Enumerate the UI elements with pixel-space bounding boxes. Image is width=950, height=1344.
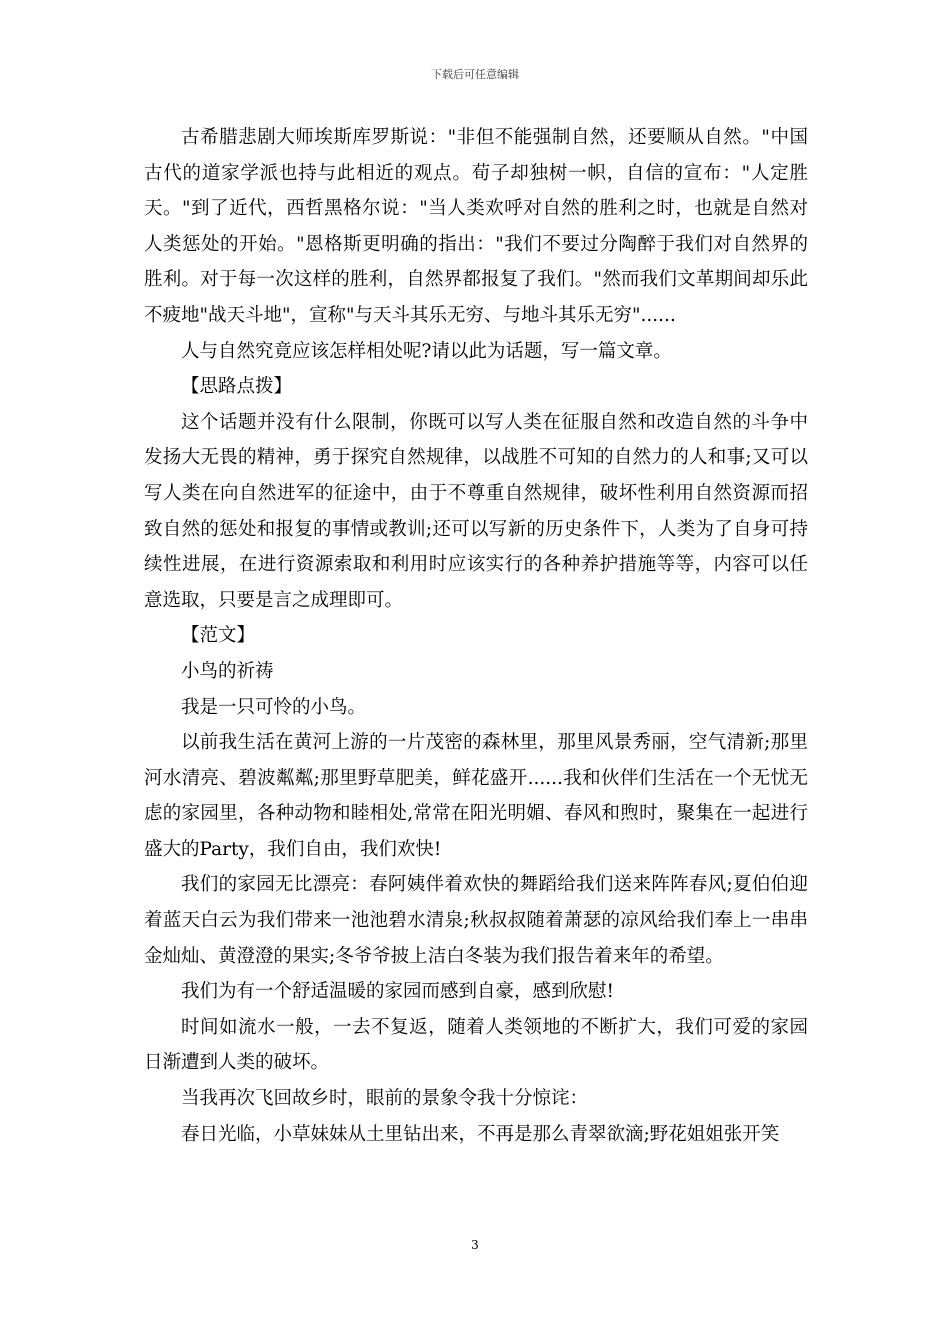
essay-title: 小鸟的祈祷	[181, 660, 274, 682]
essay-paragraph: 当我再次飞回故乡时，眼前的景象令我十分惊诧：	[181, 1088, 589, 1110]
page-header: 下载后可任意编辑	[431, 68, 519, 81]
document-body	[144, 120, 808, 1152]
section-heading-thinking-tips: 【思路点拨】	[181, 376, 293, 398]
paragraph-topic-prompt: 人与自然究竟应该怎样相处呢?请以此为话题，写一篇文章。	[181, 340, 672, 362]
essay-paragraph: 春日光临，小草妹妹从土里钻出来，不再是那么青翠欲滴;野花姐姐张开笑	[181, 1123, 780, 1145]
essay-paragraph: 时间如流水一般，一去不复返，随着人类领地的不断扩大，我们可爱的家园日渐遭到人类的破坏。	[144, 1016, 808, 1074]
paragraph-thinking-tips: 这个话题并没有什么限制，你既可以写人类在征服自然和改造自然的斗争中发扬大无畏的精神，勇于探究自然规律，以战胜不可知的自然力的人和事;又可以写人类在向自然进军的征途中，由于不尊重自然规律，破坏性利用自然资源而招致自然的惩处和报复的事情或教训;还可以写新的历史条件下，人类为了自身可持续性进展，在进行资源索取和利用时应该实行的各种养护措施等等，内容可以任意选取，只要是言之成理即可。	[144, 411, 808, 611]
section-heading-sample-essay: 【范文】	[181, 625, 256, 647]
paragraph-quotes-intro: 古希腊悲剧大师埃斯库罗斯说："非但不能强制自然，还要顺从自然。"中国古代的道家学派也持与此相近的观点。荀子却独树一帜，自信的宣布："人定胜天。"到了近代，西哲黑格尔说："当人类欢呼对自然的胜利之时，也就是自然对人类惩处的开始。"恩格斯更明确的指出："我们不要过分陶醉于我们对自然界的胜利。对于每一次这样的胜利，自然界都报复了我们。"然而我们文革期间却乐此不疲地"战天斗地"，宣称"与天斗其乐无穷、与地斗其乐无穷"......	[144, 127, 808, 326]
essay-paragraph: 我们的家园无比漂亮：春阿姨伴着欢快的舞蹈给我们送来阵阵春风;夏伯伯迎着蓝天白云为我们带来一池池碧水清泉;秋叔叔随着萧瑟的凉风给我们奉上一串串金灿灿、黄澄澄的果实;冬爷爷披上洁白冬装为我们报告着来年的希望。	[144, 874, 808, 967]
page-number: 3	[471, 1238, 479, 1252]
essay-paragraph: 我们为有一个舒适温暖的家园而感到自豪，感到欣慰!	[181, 981, 614, 1003]
essay-paragraph: 我是一只可怜的小鸟。	[181, 696, 367, 718]
essay-paragraph: 以前我生活在黄河上游的一片茂密的森林里，那里风景秀丽，空气清新;那里河水清亮、碧波粼粼;那里野草肥美，鲜花盛开......我和伙伴们生活在一个无忧无虑的家园里，各种动物和睦相处,常常在阳光明媚、春风和煦时，聚集在一起进行盛大的Party，我们自由，我们欢快!	[144, 732, 808, 860]
